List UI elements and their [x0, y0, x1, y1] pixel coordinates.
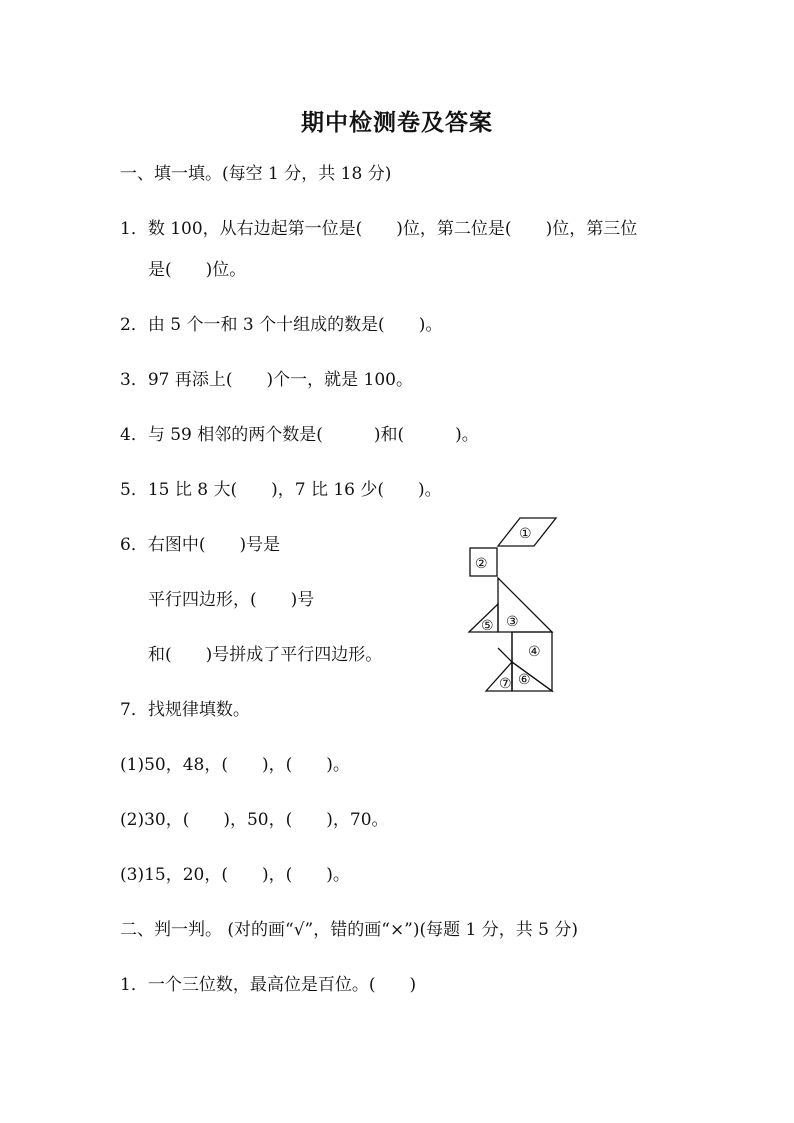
question-7-part-2: (2)30，( )，50，( )，70。 [120, 810, 389, 830]
piece-label-2: ② [475, 556, 488, 572]
piece-label-1: ① [519, 526, 532, 542]
section1-heading: 一、填一填。(每空 1 分，共 18 分) [120, 164, 392, 184]
page-title: 期中检测卷及答案 [301, 110, 493, 136]
section2-heading: 二、判一判。 (对的画“√”，错的画“×”)(每题 1 分，共 5 分) [120, 920, 579, 940]
tangram-rabbit-figure [462, 512, 562, 698]
piece-label-3: ③ [506, 614, 519, 630]
piece-label-4: ④ [528, 644, 541, 660]
question-4: 4．与 59 相邻的两个数是( )和( )。 [120, 425, 479, 445]
question-7-part-3: (3)15，20，( )，( )。 [120, 865, 350, 885]
question-7: 7．找规律填数。 [120, 700, 250, 720]
question-6-line-1: 6．右图中( )号是 [120, 535, 281, 555]
question-2: 2．由 5 个一和 3 个十组成的数是( )。 [120, 315, 443, 335]
piece-label-7: ⑦ [499, 676, 512, 692]
piece-label-6: ⑥ [518, 672, 531, 688]
question-6-line-3: 和( )号拼成了平行四边形。 [148, 645, 383, 665]
question-1-line-1: 1．数 100，从右边起第一位是( )位，第二位是( )位，第三位 [120, 219, 638, 239]
question-6-line-2: 平行四边形，( )号 [148, 590, 315, 610]
question-5: 5．15 比 8 大( )，7 比 16 少( )。 [120, 480, 442, 500]
section2-question-1: 1．一个三位数，最高位是百位。( ) [120, 975, 417, 995]
piece-label-5: ⑤ [481, 618, 494, 634]
question-7-part-1: (1)50，48，( )，( )。 [120, 755, 350, 775]
question-3: 3．97 再添上( )个一，就是 100。 [120, 370, 413, 390]
question-1-line-2: 是( )位。 [148, 260, 247, 280]
